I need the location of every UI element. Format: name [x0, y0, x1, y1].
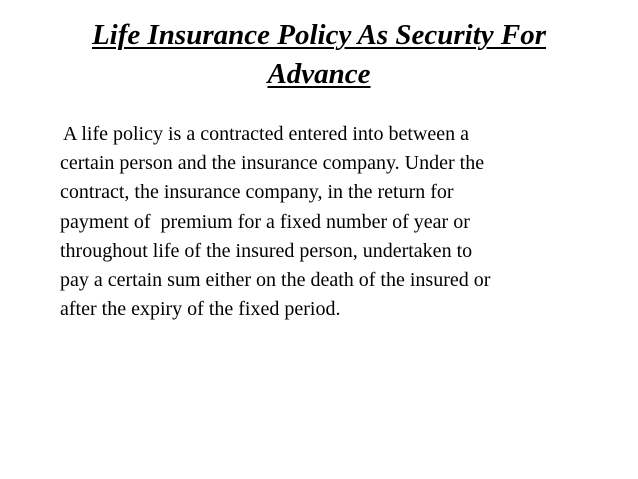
body-line-2: certain person and the insurance company. Under the: [60, 152, 485, 175]
slide-title-line-2: Advance: [267, 58, 371, 90]
body-line-6: pay a certain sum either on the death of the insured or: [60, 269, 491, 292]
slide-title-line-1: Life Insurance Policy As Security For: [91, 19, 547, 51]
slide-body-paragraph: [60, 120, 620, 324]
slide-title: [20, 16, 618, 94]
body-line-1: A life policy is a contracted entered into between a: [63, 123, 469, 145]
body-line-5: throughout life of the insured person, undertaken to: [60, 239, 473, 262]
body-line-7: after the expiry of the fixed period.: [60, 298, 341, 321]
body-line-4: payment of premium for a fixed number of year or: [60, 210, 470, 233]
body-line-3: contract, the insurance company, in the return for: [60, 181, 454, 204]
